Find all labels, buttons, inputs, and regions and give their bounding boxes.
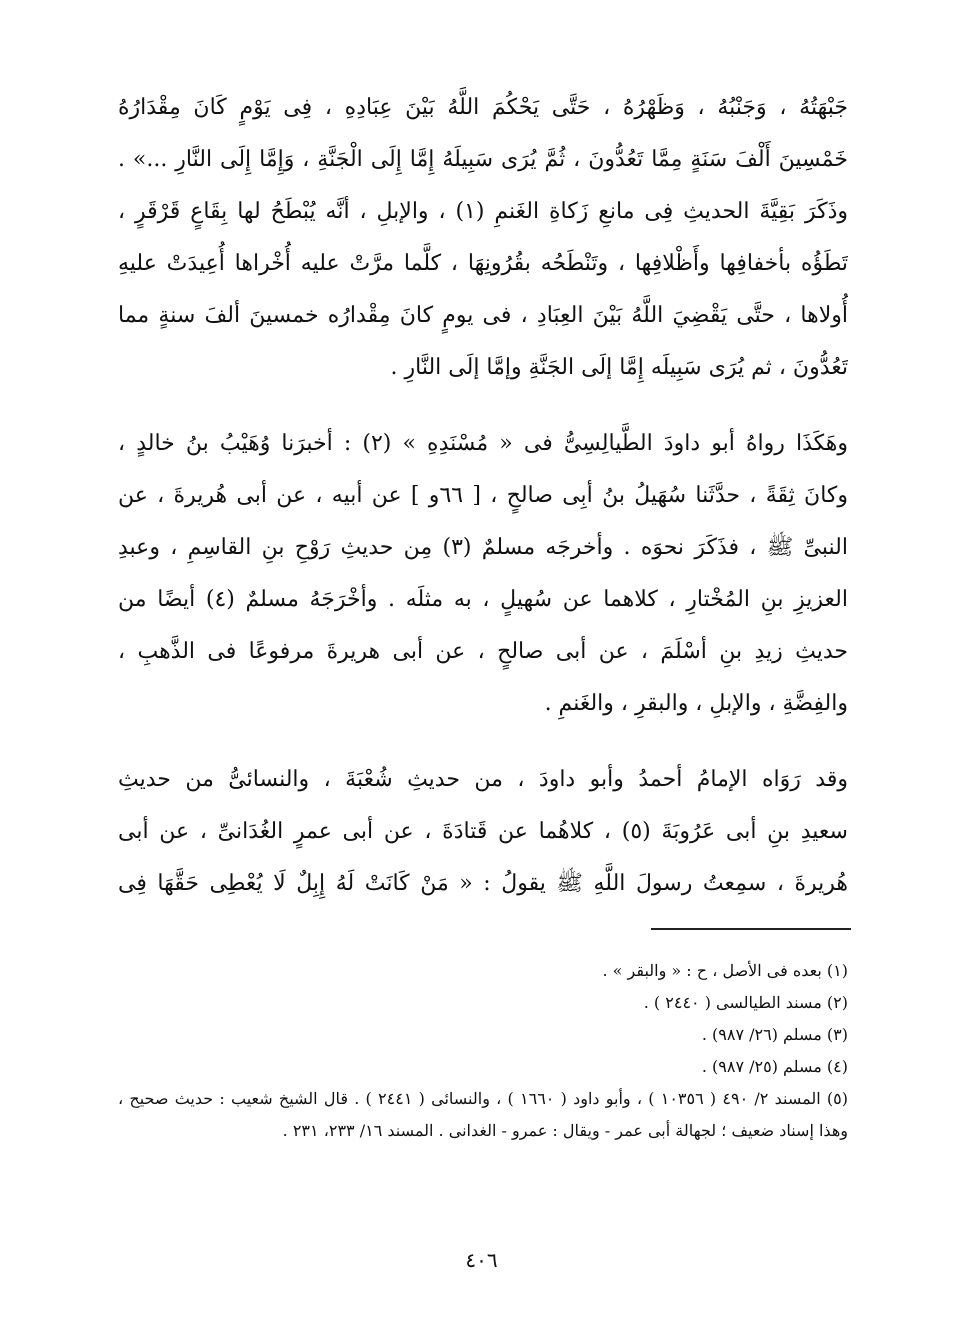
footnote-3: (٣) مسلم (٢٦/ ٩٨٧) .	[701, 1025, 848, 1044]
text-line: حديثِ زيدِ بنِ أسْلَمَ ، عن أبى صالحٍ ، عن أبى هريرةَ مرفوعًا فى الذَّهبِ ،	[118, 639, 848, 664]
footnote-1: (١) بعده فى الأصل ، ح : « والبقر » .	[602, 961, 848, 980]
text-line: النبىِّ ﷺ ، فذَكَرَ نحوَه . وأخرجَه مسلمٌ (٣) مِن حديثِ رَوْحِ بنِ القاسِمِ ، وعبدِ	[118, 535, 848, 560]
text-line: وهَكَذَا رواهُ أبو داودَ الطَّيالِسِىُّ فى « مُسْنَدِهِ » (٢) : أخبرَنا وُهَيْبُ بنُ خالدٍ ،	[118, 431, 848, 456]
text-line: وكانَ ثِقَةً ، حدَّثَنا سُهَيلُ بنُ أبِى صالحٍ ، [ ٦٦و ] عن أبيه ، عن أبى هُريرةَ ، عن	[118, 483, 848, 508]
text-line: هُريرةَ ، سمِعتُ رسولَ اللَّهِ ﷺ يقولُ : « مَنْ كَانَتْ لَهُ إِبِلٌ لَا يُعْطِى حَقَّهَا فِى	[118, 871, 848, 896]
text-line: تَطَؤُه بأخفافِها وأَظْلافِها ، وتَنْطَحُه بقُرُونِهَا ، كلَّما مرَّتْ عليه أُخْراها أُعِيدَتْ عليهِ	[118, 251, 848, 276]
text-line: وقد رَوَاه الإمامُ أحمدُ وأبو داودَ ، من حديثِ شُعْبَةَ ، والنسائىُّ من حديثِ	[118, 767, 848, 792]
text-line: أُولاها ، حتَّى يَقْضِيَ اللَّهُ بَيْنَ العِبَادِ ، فى يومٍ كانَ مِقْدارُه خمسينَ ألفَ سنةٍ مما	[118, 303, 848, 328]
footnote-4: (٤) مسلم (٢٥/ ٩٨٧) .	[701, 1057, 848, 1076]
footnote-separator	[651, 928, 851, 930]
footnotes	[118, 955, 848, 1147]
page-number: ٤٠٦	[465, 1248, 498, 1272]
paragraph-2	[118, 418, 848, 730]
text-line: وذَكَرَ بَقِيَّةَ الحديثِ فِى مانعِ زَكاةِ الغَنمِ (١) ، والإبلِ ، أنَّه يُبْطَحُ لها بِقَاعٍ قَرْقَرٍ ،	[118, 199, 848, 224]
text-line: سعيدِ بنِ أبى عَرُوبَةَ (٥) ، كلاهُما عن قَتادَةَ ، عن أبى عمرٍ الغُدَانىِّ ، عن أبى	[118, 819, 848, 844]
text-line: والفِضَّةِ ، والإبلِ ، والبقرِ ، والغَنمِ .	[544, 691, 848, 716]
main-text	[118, 82, 848, 934]
paragraph-1	[118, 82, 848, 394]
footnote-2: (٢) مسند الطيالسى ( ٢٤٤٠ ) .	[643, 993, 848, 1012]
text-line: تَعُدُّونَ ، ثم يُرَى سَبِيلَه إِمَّا إلَى الجَنَّةِ وإمَّا إلَى النَّارِ .	[390, 355, 848, 380]
text-line: جَبْهَتُهُ ، وَجَنْبُهُ ، وَظَهْرُهُ ، حَتَّى يَحْكُمَ اللَّهُ بَيْنَ عِبَادِهِ ، فِى يَوْمٍ كَانَ مِقْدَارُهُ	[118, 95, 848, 120]
text-line: خَمْسِينَ أَلْفَ سَنَةٍ مِمَّا تَعُدُّونَ ، ثُمَّ يُرَى سَبِيلَهُ إِمَّا إِلَى الْجَنَّةِ ، وَإِمَّا إِلَى النَّارِ ...» .	[118, 147, 848, 172]
footnote-5: (٥) المسند ٢/ ٤٩٠ ( ١٠٣٥٦ ) ، وأبو داود ( ١٦٦٠ ) ، والنسائى ( ٢٤٤١ ) . قال الشيخ شعيب : حديث صحيح ، وهذا إسناد ضعيف ؛ لجهالة أبى عمر - ويقال : عمرو - الغدانى . المسند ١٦/ ٢٣٣، ٢٣١ .	[118, 1089, 849, 1140]
paragraph-3	[118, 754, 848, 910]
text-line: العزيزِ بنِ المُخْتارِ ، كلاهما عن سُهيلٍ ، به مثلَه . وأخْرَجَهُ مسلمٌ (٤) أيضًا من	[118, 587, 848, 612]
